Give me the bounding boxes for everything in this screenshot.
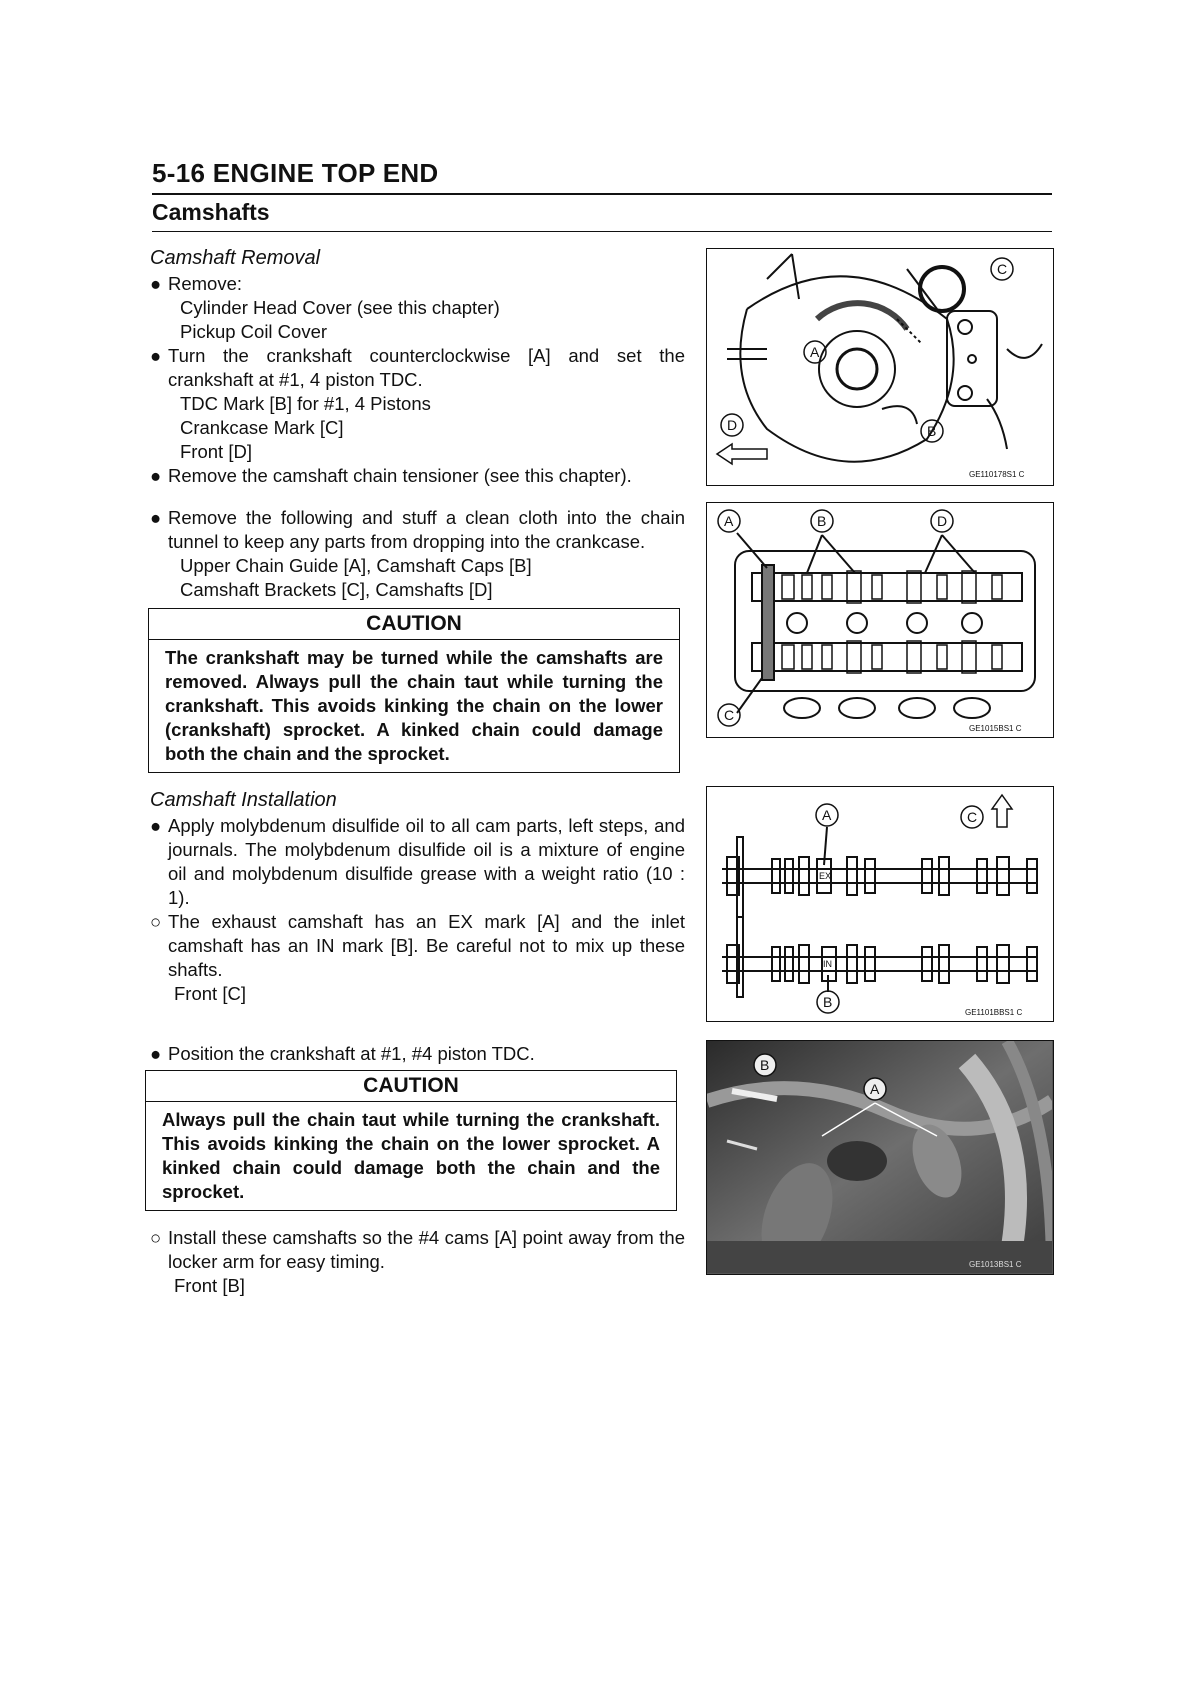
position-block [150, 1042, 685, 1066]
apply-step [150, 814, 685, 910]
install-note-item: Front [B] [174, 1275, 245, 1296]
turn-item: Front [D] [180, 441, 252, 462]
bullet-icon: ● [150, 273, 162, 294]
label-c: C [997, 261, 1008, 277]
apply-text: Apply molybdenum disulfide oil to all cam parts, left steps, and journals. The molybdenum disulfide oil is a mixture of engine oil and molybdenum disulfide grease with a weight ratio (10 : 1). [168, 815, 685, 908]
page-title: 5-16 ENGINE TOP END [152, 158, 439, 188]
label-a: A [822, 807, 832, 823]
figure-crankshaft-timing [706, 248, 1054, 486]
installation-block [150, 788, 685, 1006]
exhaust-text: The exhaust camshaft has an EX mark [A] and the inlet camshaft has an IN mark [B]. Be careful not to mix up these shafts. [168, 911, 685, 980]
in-mark: IN [823, 959, 832, 969]
remove-item: Cylinder Head Cover (see this chapter) [180, 297, 500, 318]
turn-text: Turn the crankshaft counterclockwise [A] and set the crankshaft at #1, 4 piston TDC. [168, 345, 685, 390]
label-d: D [937, 513, 948, 529]
installation-heading: Camshaft Installation [150, 789, 337, 811]
install-note-text: Install these camshafts so the #4 cams [A] point away from the locker arm for easy timing. [168, 1227, 685, 1272]
label-b: B [817, 513, 827, 529]
bullet-icon: ● [150, 465, 162, 486]
caution-text: The crankshaft may be turned while the camshafts are removed. Always pull the chain taut while turning the crankshaft. This avoids kinking the chain on the lower (crankshaft) sprocket. A kinked chain could damage both the chain and the sprocket. [165, 647, 663, 764]
label-b: B [823, 994, 833, 1010]
install-note [150, 1226, 685, 1274]
label-c: C [724, 707, 735, 723]
label-c: C [967, 809, 978, 825]
turn-item: TDC Mark [B] for #1, 4 Pistons [180, 393, 431, 414]
remove-step [150, 272, 685, 296]
stuff-text: Remove the following and stuff a clean cloth into the chain tunnel to keep any parts from dropping into the crankcase. [168, 507, 685, 552]
label-d: D [727, 417, 738, 433]
exhaust-note [150, 910, 685, 982]
figure-camshafts [706, 786, 1054, 1022]
note-marker-icon: ○ [150, 911, 162, 932]
figure-cylinder-head [706, 502, 1054, 738]
front-arrow-icon [992, 795, 1012, 827]
note-marker-icon: ○ [150, 1227, 162, 1248]
figure-code: GE1013BS1 C [969, 1260, 1022, 1269]
caution-box-2 [145, 1070, 677, 1211]
install-note-block [150, 1226, 685, 1298]
bullet-icon: ● [150, 345, 162, 366]
stuff-block [150, 506, 685, 602]
position-text: Position the crankshaft at #1, #4 piston TDC. [168, 1043, 535, 1064]
removal-block [150, 246, 685, 488]
bullet-icon: ● [150, 1043, 162, 1064]
front-arrow-icon [717, 444, 767, 464]
caution-label: CAUTION [149, 609, 679, 640]
caution-label: CAUTION [146, 1071, 676, 1102]
figure-code: GE1015BS1 C [969, 724, 1022, 733]
section-divider [152, 231, 1052, 232]
caution-text: Always pull the chain taut while turning the crankshaft. This avoids kinking the chain on the lower sprocket. A kinked chain could damage both the chain and the sprocket. [162, 1109, 660, 1202]
label-a: A [810, 344, 820, 360]
tensioner-step [150, 464, 685, 488]
label-a: A [724, 513, 734, 529]
label-b: B [927, 423, 937, 439]
bullet-icon: ● [150, 507, 162, 528]
bullet-icon: ● [150, 815, 162, 836]
caution-box-1 [148, 608, 680, 773]
remove-item: Pickup Coil Cover [180, 321, 328, 342]
tensioner-text: Remove the camshaft chain tensioner (see this chapter). [168, 465, 632, 486]
label-b: B [760, 1057, 770, 1073]
turn-item: Crankcase Mark [C] [180, 417, 344, 438]
stuff-step [150, 506, 685, 554]
position-step [150, 1042, 685, 1066]
label-a: A [870, 1081, 880, 1097]
exhaust-item: Front [C] [174, 983, 246, 1004]
title-divider [152, 193, 1052, 195]
removal-heading: Camshaft Removal [150, 247, 321, 269]
figure-code: GE110178S1 C [969, 470, 1025, 479]
stuff-item: Camshaft Brackets [C], Camshafts [D] [180, 579, 493, 600]
figure-installed-photo [706, 1040, 1054, 1275]
figure-code: GE1101BBS1 C [965, 1008, 1023, 1017]
remove-label: Remove: [168, 273, 243, 294]
ex-mark: EX [819, 871, 832, 881]
turn-step [150, 344, 685, 392]
section-title: Camshafts [152, 199, 270, 225]
stuff-item: Upper Chain Guide [A], Camshaft Caps [B] [180, 555, 532, 576]
